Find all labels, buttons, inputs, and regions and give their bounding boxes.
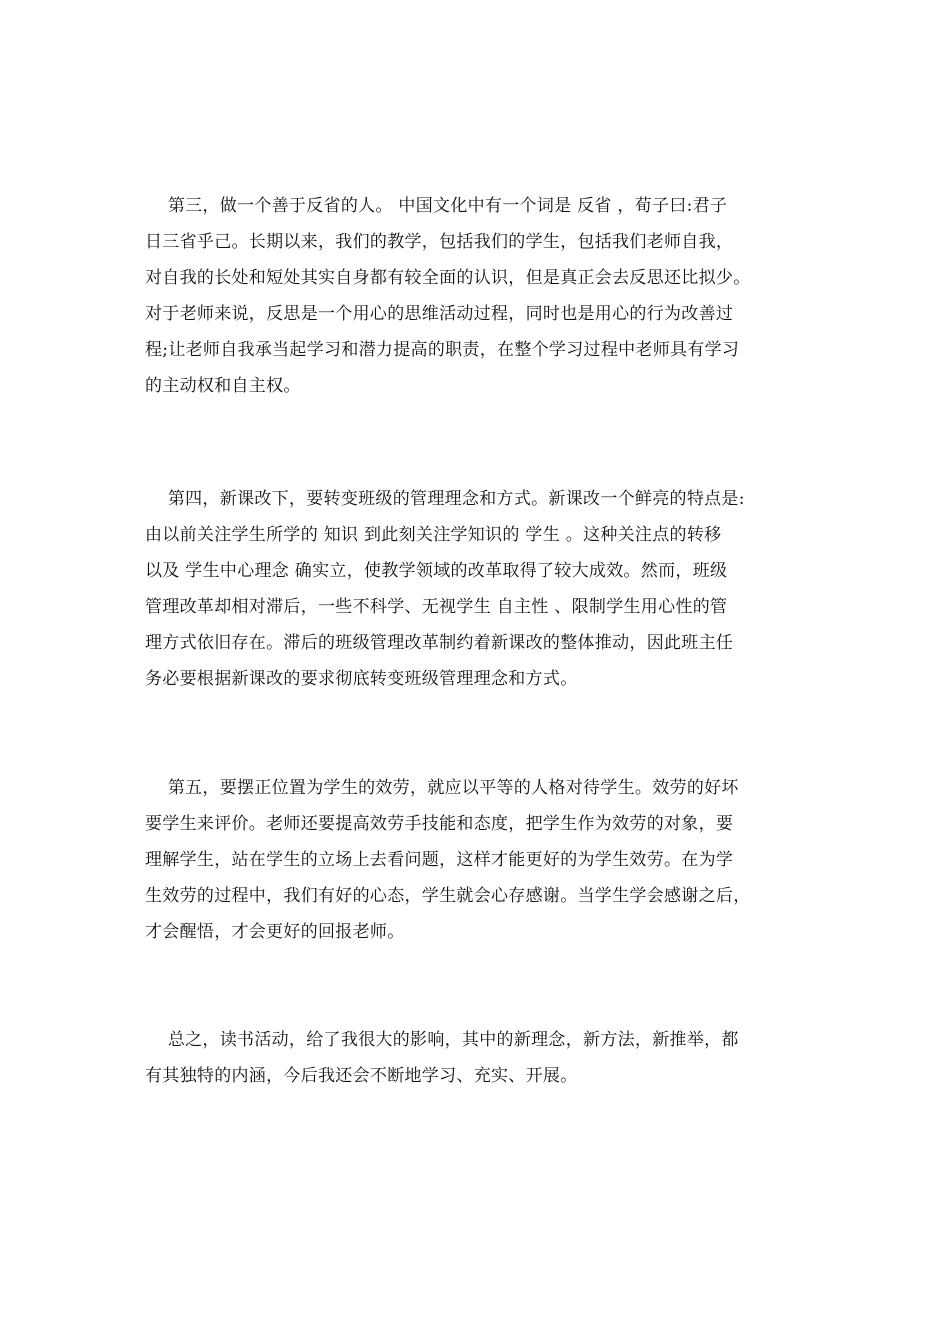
paragraph-class-management: [145, 481, 835, 697]
text-line: 日三省乎己。长期以来，我们的教学，包括我们的学生，包括我们老师自我，: [145, 232, 734, 252]
text-line: 对自我的长处和短处其实自身都有较全面的认识，但是真正会去反思还比拟少。: [145, 268, 751, 288]
paragraph-serving-students: [145, 770, 835, 950]
text-line: 生效劳的过程中，我们有好的心态，学生就会心存感谢。当学生学会感谢之后，: [145, 886, 751, 906]
text-line: 管理改革却相对滞后，一些不科学、无视学生 自主性 、限制学生用心性的管: [145, 597, 728, 617]
text-line: 的主动权和自主权。: [145, 376, 301, 396]
text-line: 才会醒悟，才会更好的回报老师。: [145, 922, 405, 942]
text-line: 第三，做一个善于反省的人。 中国文化中有一个词是 反省 ，荀子曰:君子: [145, 196, 728, 216]
paragraph-conclusion: [145, 1022, 835, 1094]
paragraph-self-reflection: [145, 188, 835, 404]
text-line: 第四，新课改下，要转变班级的管理理念和方式。新课改一个鲜亮的特点是:: [145, 489, 745, 509]
text-line: 总之，读书活动，给了我很大的影响，其中的新理念，新方法，新推举，都: [145, 1030, 739, 1050]
text-line: 第五，要摆正位置为学生的效劳，就应以平等的人格对待学生。效劳的好坏: [145, 778, 739, 798]
text-line: 由以前关注学生所学的 知识 到此刻关注学知识的 学生 。这种关注点的转移: [145, 525, 722, 545]
text-line: 理解学生，站在学生的立场上去看问题，这样才能更好的为学生效劳。在为学: [145, 850, 734, 870]
text-line: 理方式依旧存在。滞后的班级管理改革制约着新课改的整体推动，因此班主任: [145, 633, 734, 653]
text-line: 以及 学生中心理念 确实立，使教学领域的改革取得了较大成效。然而，班级: [145, 561, 728, 581]
text-line: 有其独特的内涵，今后我还会不断地学习、充实、开展。: [145, 1066, 578, 1086]
text-line: 对于老师来说，反思是一个用心的思维活动过程，同时也是用心的行为改善过: [145, 304, 734, 324]
text-line: 程;让老师自我承当起学习和潜力提高的职责，在整个学习过程中老师具有学习: [145, 340, 740, 360]
text-line: 要学生来评价。老师还要提高效劳手技能和态度，把学生作为效劳的对象，要: [145, 814, 734, 834]
text-line: 务必要根据新课改的要求彻底转变班级管理理念和方式。: [145, 669, 578, 689]
